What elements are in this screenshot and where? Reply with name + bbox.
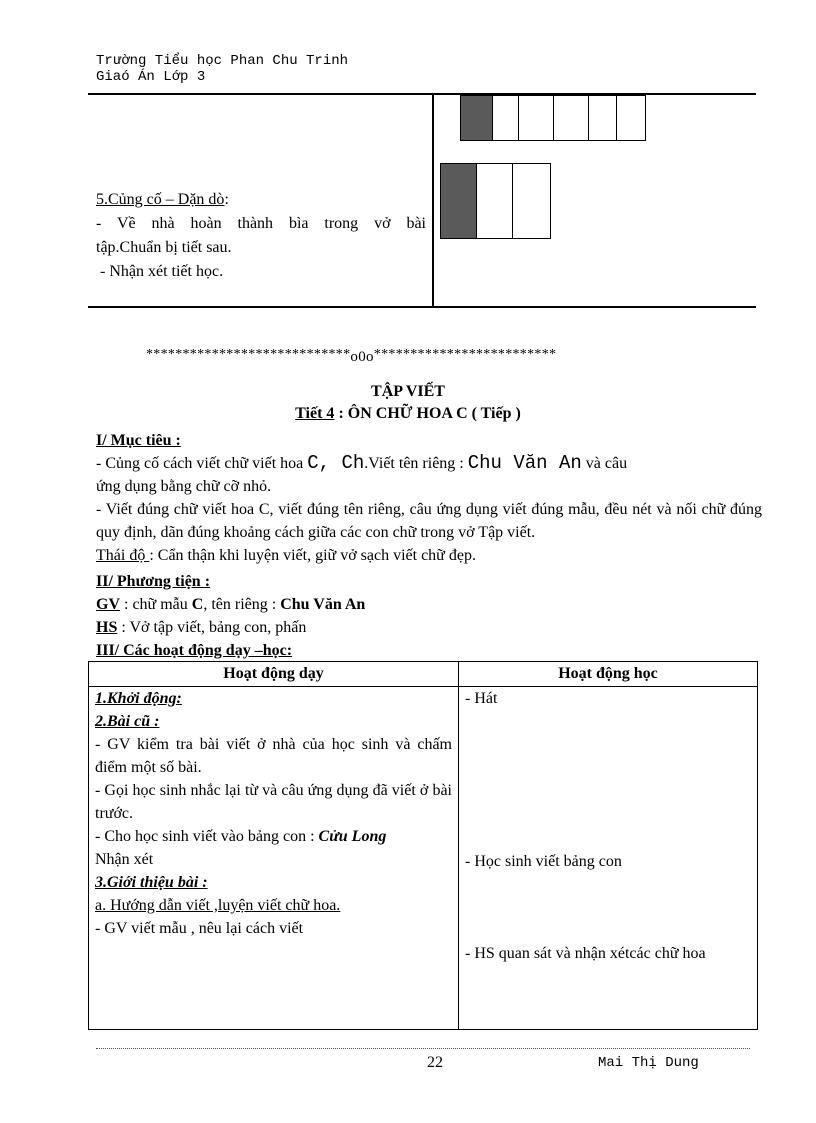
footer-rule xyxy=(96,1048,750,1049)
column-header-learn: Hoạt động học xyxy=(459,662,758,687)
learn-item: - HS quan sát và nhận xétcác chữ hoa xyxy=(465,945,706,962)
shaded-part xyxy=(460,95,493,141)
attitude-line: Thái độ : Cẩn thận khi luyện viết, giữ vở sạch viết chữ đẹp. xyxy=(96,547,476,564)
lesson-title: Tiết 4 : ÔN CHỮ HOA C ( Tiếp ) xyxy=(295,405,521,422)
step-heading: 1.Khởi động: xyxy=(95,690,182,707)
learn-item: - Học sinh viết bảng con xyxy=(465,853,622,870)
consolidation-line: tập.Chuẩn bị tiết sau. xyxy=(96,239,232,256)
strip-part xyxy=(512,163,551,239)
teach-item: - GV viết mẫu , nêu lại cách viết xyxy=(95,920,304,937)
learn-item: - Hát xyxy=(465,690,498,707)
learn-cell xyxy=(459,687,758,1030)
strip-part xyxy=(476,163,513,239)
teach-item: - Cho học sinh viết vào bảng con : Cửu Long xyxy=(95,828,387,845)
teach-item: - Gọi học sinh nhắc lại từ và câu ứng dụng đã viết ở bài trước. xyxy=(95,782,452,822)
teach-subheading: a. Hướng dẫn viết ,luyện viết chữ hoa. xyxy=(95,897,341,914)
objectives-section xyxy=(96,429,762,567)
consolidation-line: - Nhận xét tiết học. xyxy=(96,263,224,280)
gv-line: GV : chữ mẫu C, tên riêng : Chu Văn An xyxy=(96,596,366,613)
objective-line-2: ứng dụng bằng chữ cỡ nhỏ. xyxy=(96,478,272,495)
means-heading: II/ Phương tiện : xyxy=(96,573,211,590)
top-table-bottom-rule xyxy=(88,306,756,308)
teach-item: - GV kiểm tra bài viết ở nhà của học sinh và chấm điểm một số bài. xyxy=(95,736,452,776)
teach-cell xyxy=(89,687,459,1030)
author-name: Mai Thị Dung xyxy=(598,1055,699,1071)
subject-grade: Giaó Án Lớp 3 xyxy=(96,69,206,85)
page-number: 22 xyxy=(427,1054,443,1071)
top-table-divider xyxy=(432,95,434,307)
header-rule xyxy=(88,93,756,95)
consolidation-section xyxy=(96,188,426,284)
means-section xyxy=(96,570,762,662)
objective-line-1: - Củng cố cách viết chữ viết hoa C, Ch.Viết tên riêng : Chu Văn An và câu xyxy=(96,452,628,474)
shaded-part xyxy=(440,163,477,239)
step-heading: 2.Bài cũ : xyxy=(95,713,160,730)
consolidation-line: - Về nhà hoàn thành bìa trong vở bài xyxy=(96,215,426,232)
objective-paragraph: - Viết đúng chữ viết hoa C, viết đúng tên riêng, câu ứng dụng viết đúng mẫu, đều nét và nối chữ đúng quy định, dãn đúng khoảng cách giữa các con chữ trong vở Tập viết. xyxy=(96,501,762,541)
step-heading: 3.Giới thiệu bài : xyxy=(95,874,208,891)
page-header xyxy=(96,53,348,85)
separator: ****************************o0o************************* xyxy=(146,347,557,365)
strip-part xyxy=(492,95,519,141)
school-name: Trường Tiểu học Phan Chu Trinh xyxy=(96,53,349,69)
consolidation-heading: 5.Củng cố – Dặn dò: xyxy=(96,191,229,208)
teach-item: Nhận xét xyxy=(95,851,154,868)
lesson-subject: TẬP VIẾT xyxy=(371,383,445,400)
column-header-teach: Hoạt động dạy xyxy=(89,662,459,687)
strip-part xyxy=(616,95,646,141)
objectives-heading: I/ Mục tiêu : xyxy=(96,432,181,449)
strip-part xyxy=(588,95,617,141)
hs-line: HS : Vở tập viết, bảng con, phấn xyxy=(96,619,307,636)
activities-heading: III/ Các hoạt động dạy –học: xyxy=(96,642,293,659)
strip-part xyxy=(553,95,589,141)
activities-table xyxy=(88,661,758,1030)
strip-part xyxy=(518,95,554,141)
